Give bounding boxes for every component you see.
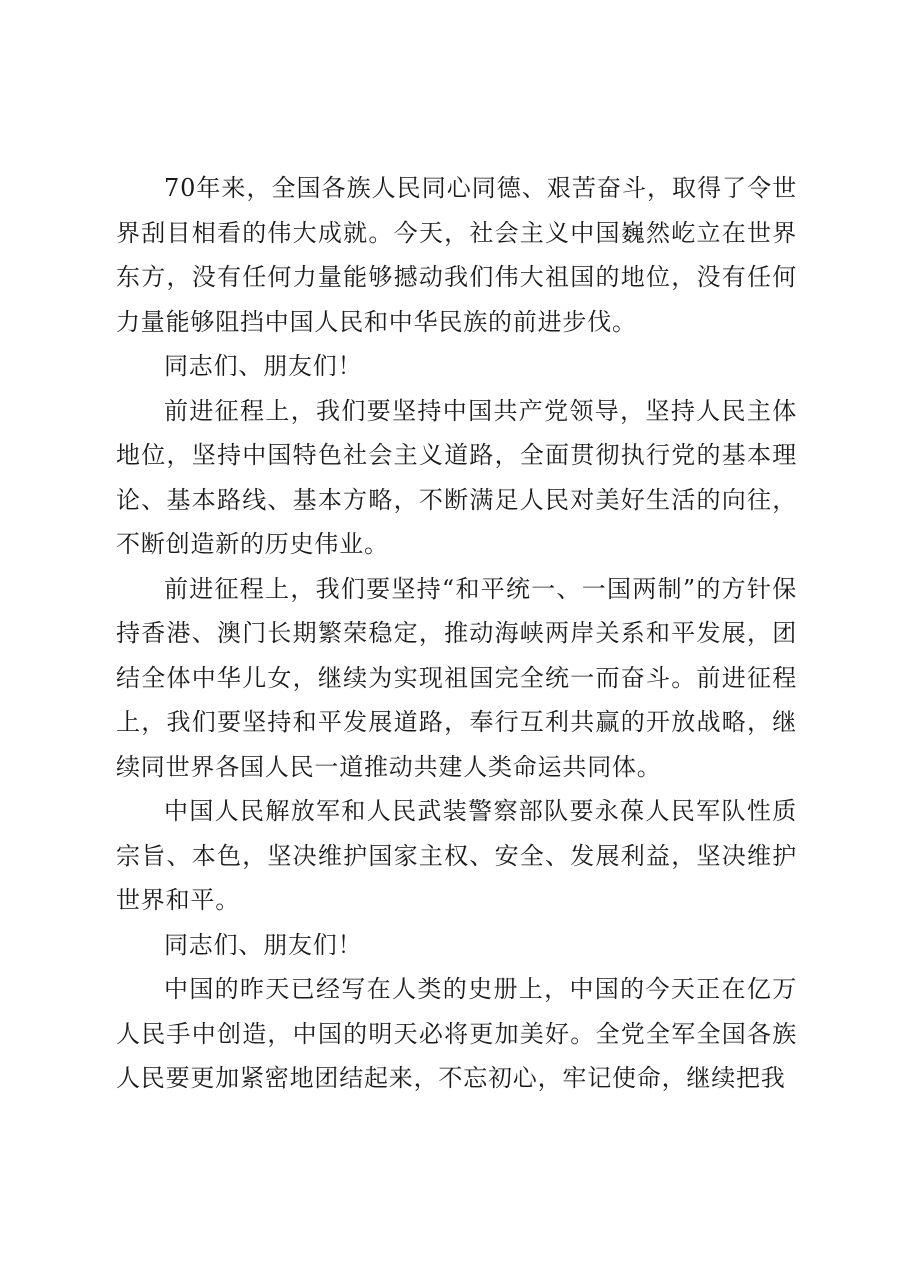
paragraph-party-leadership: 前进征程上，我们要坚持中国共产党领导，坚持人民主体地位，坚持中国特色社会主义道路，全面贯彻执行党的基本理论、基本路线、基本方略，不断满足人民对美好生活的向往，不断创造新的历史伟业。: [116, 396, 797, 558]
paragraph-reunification: 前进征程上，我们要坚持“和平统一、一国两制”的方针保持香港、澳门长期繁荣稳定，推动海峡两岸关系和平发展，团结全体中华儿女，继续为实现祖国完全统一而奋斗。前进征程上，我们要坚持和平发展道路，奉行互利共赢的开放战略，继续同世界各国人民一道推动共建人类命运共同体。: [116, 574, 797, 781]
paragraph-salutation: 同志们、朋友们！: [164, 352, 363, 380]
paragraph-future: 中国的昨天已经写在人类的史册上，中国的今天正在亿万人民手中创造，中国的明天必将更加美好。全党全军全国各族人民要更加紧密地团结起来，不忘初心，牢记使命，继续把我: [116, 975, 797, 1092]
paragraph-salutation-2: 同志们、朋友们！: [164, 930, 363, 959]
paragraph-armed-forces: 中国人民解放军和人民武装警察部队要永葆人民军队性质宗旨、本色，坚决维护国家主权、安全、发展利益，坚决维护世界和平。: [116, 797, 797, 914]
paragraph-achievements: 70年来，全国各族人民同心同德、艰苦奋斗，取得了令世界刮目相看的伟大成就。今天，社会主义中国巍然屹立在世界东方，没有任何力量能够撼动我们伟大祖国的地位，没有任何力量能够阻挡中国人民和中华民族的前进步伐。: [116, 174, 797, 336]
document-body: [116, 166, 797, 1101]
